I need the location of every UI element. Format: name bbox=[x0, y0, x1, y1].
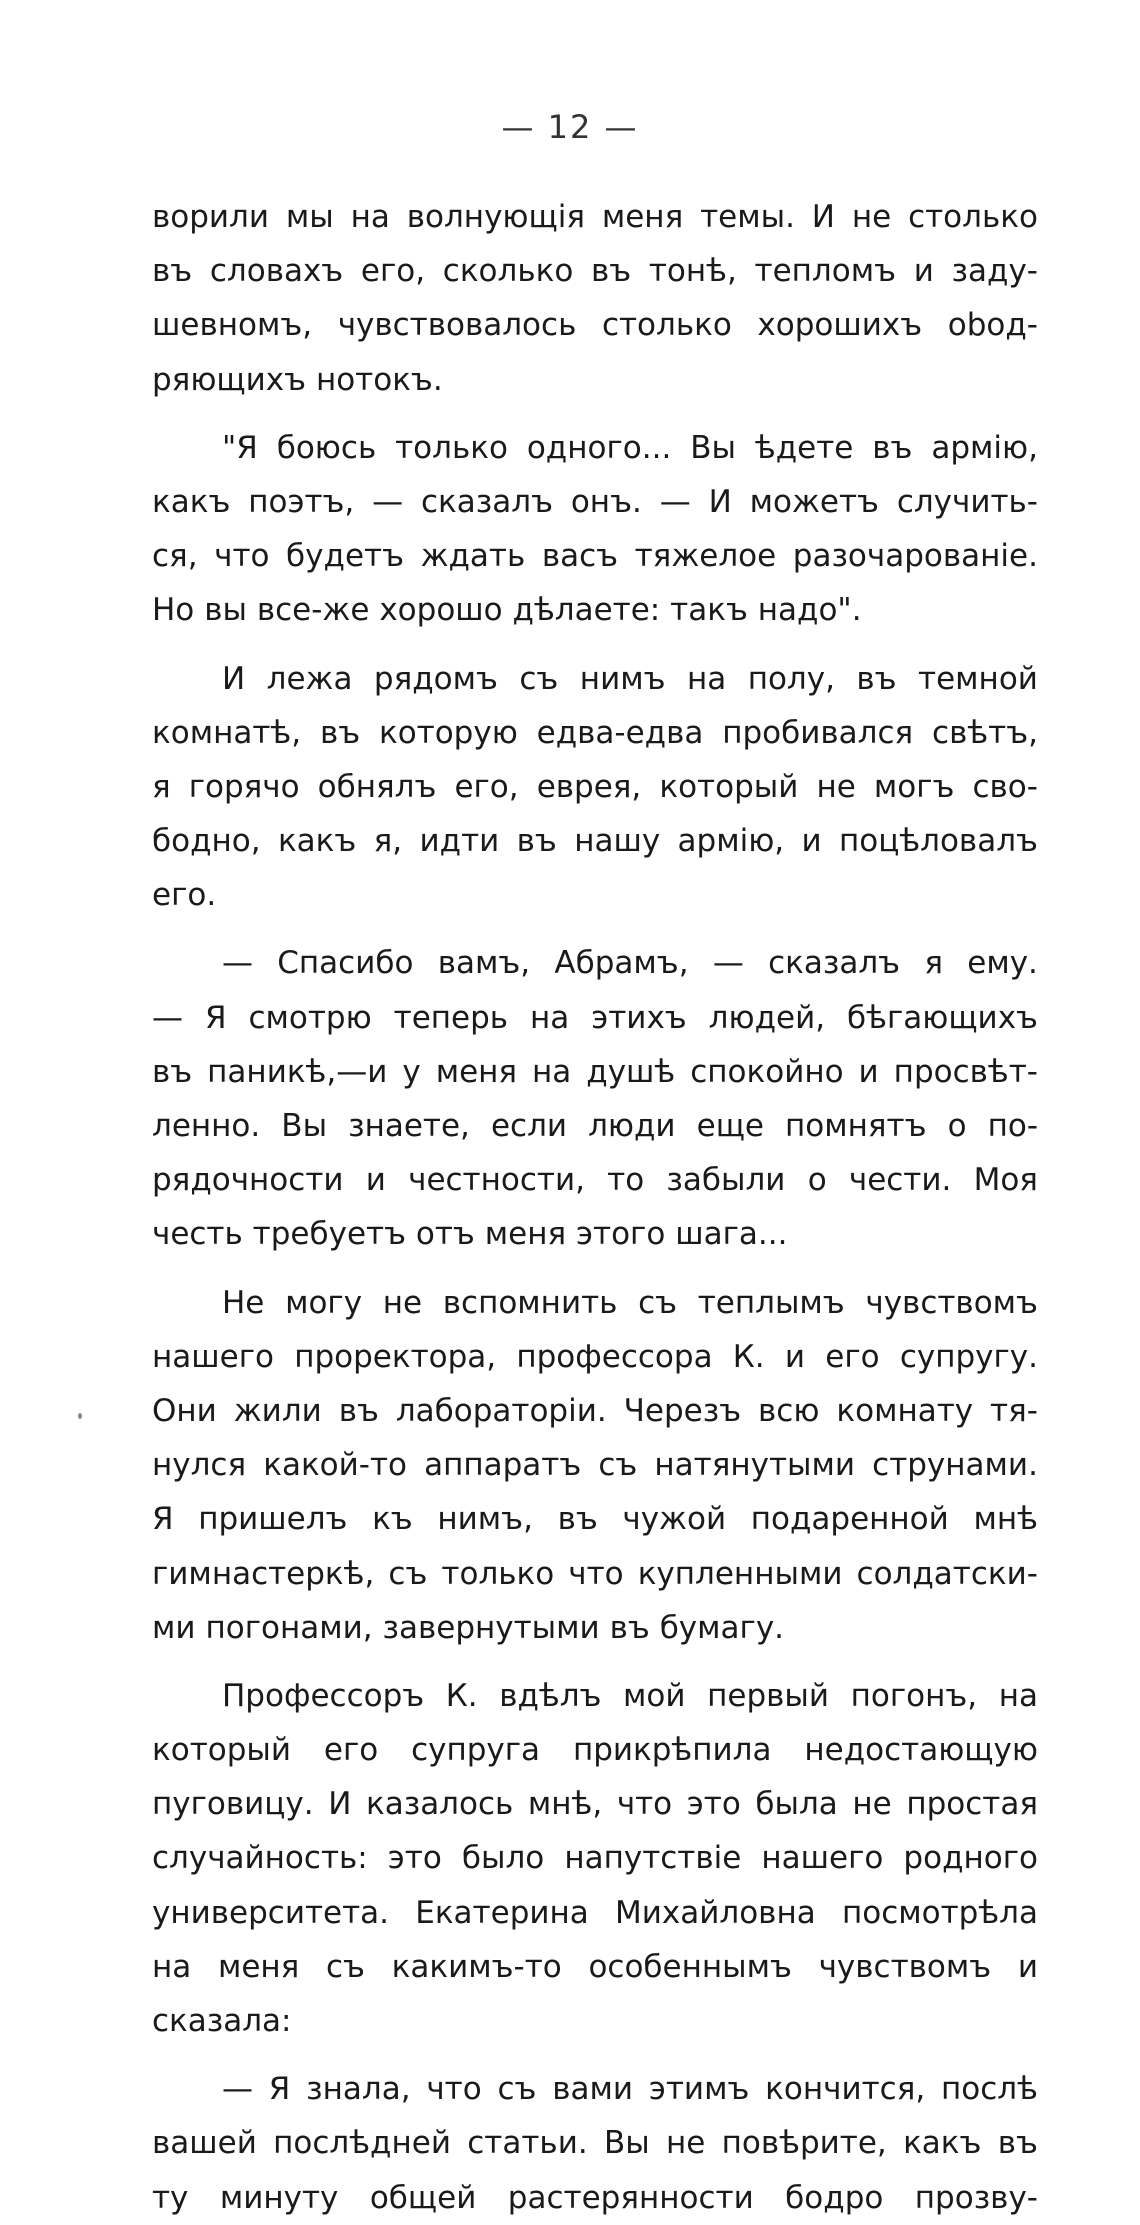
text-line: нулся какой-то аппаратъ съ натянутыми струнами. bbox=[152, 1447, 1038, 1484]
paragraph bbox=[152, 421, 1038, 638]
text-line: ся, что будетъ ждать васъ тяжелое разочарованіе. bbox=[152, 538, 1038, 575]
text-line: ми погонами, завернутыми въ бумагу. bbox=[152, 1609, 785, 1646]
paragraph bbox=[152, 190, 1038, 407]
text-line: его. bbox=[152, 877, 217, 914]
text-line: случайность: это было напутствіе нашего родного bbox=[152, 1840, 1038, 1877]
text-line: — Я смотрю теперь на этихъ людей, бѣгающихъ bbox=[152, 999, 1038, 1036]
text-line: ряющихъ нотокъ. bbox=[152, 361, 443, 398]
text-line: въ паникѣ,—и у меня на душѣ спокойно и просвѣт- bbox=[152, 1053, 1038, 1090]
text-line: пуговицу. И казалось мнѣ, что это была не простая bbox=[152, 1786, 1038, 1823]
text-line: шевномъ, чувствовалось столько хорошихъ obод- bbox=[152, 307, 1038, 344]
text-line: ленно. Вы знаете, если люди еще помнятъ о по- bbox=[152, 1108, 1038, 1144]
text-line: бодно, какъ я, идти въ нашу армію, и поцѣловалъ bbox=[152, 823, 1038, 860]
text-line: вашей послѣдней статьи. Вы не повѣрите, какъ въ bbox=[152, 2125, 1038, 2162]
text-line: комнатѣ, въ которую едва-едва пробивался свѣтъ, bbox=[152, 714, 1038, 751]
paragraph bbox=[152, 936, 1038, 1261]
paragraph bbox=[152, 1276, 1038, 1655]
text-line: сказала: bbox=[152, 2003, 292, 2039]
text-line: въ словахъ его, сколько въ тонѣ, тепломъ и заду- bbox=[152, 253, 1038, 290]
text-line: гимнастеркѣ, съ только что купленными солдатски- bbox=[152, 1555, 1038, 1592]
text-line: Но вы все-же хорошо дѣлаете: такъ надо". bbox=[152, 592, 862, 629]
text-line: нашего проректора, профессора К. и его супругу. bbox=[152, 1338, 1038, 1375]
text-line: — Я знала, что съ вами этимъ кончится, послѣ bbox=[222, 2071, 1038, 2108]
text-line: университета. Екатерина Михайловна посмотрѣла bbox=[152, 1894, 1038, 1931]
text-line: И лежа рядомъ съ нимъ на полу, въ темной bbox=[222, 660, 1038, 697]
text-line: честь требуетъ отъ меня этого шага... bbox=[152, 1216, 788, 1253]
paragraph bbox=[152, 2062, 1038, 2225]
paper-speck bbox=[78, 1413, 82, 1419]
text-line: рядочности и честности, то забыли о чести. Моя bbox=[152, 1162, 1038, 1199]
text-line: — Спасибо вамъ, Абрамъ, — сказалъ я ему. bbox=[222, 945, 1038, 982]
text-line: на меня съ какимъ-то особеннымъ чувствомъ и bbox=[152, 1948, 1038, 1985]
paragraph bbox=[152, 1669, 1038, 2048]
text-line: "Я боюсь только одного... Вы ѣдете въ армію, bbox=[222, 429, 1038, 466]
paragraph bbox=[152, 652, 1038, 923]
text-line: Я пришелъ къ нимъ, въ чужой подаренной мнѣ bbox=[152, 1501, 1038, 1538]
text-line: какъ поэтъ, — сказалъ онъ. — И можетъ случить- bbox=[152, 483, 1038, 520]
text-line: ту минуту общей растерянности бодро прозву- bbox=[152, 2179, 1038, 2216]
page-number: — 12 — bbox=[501, 108, 639, 146]
text-line: Не могу не вспомнить съ теплымъ чувствомъ bbox=[222, 1284, 1038, 1321]
body-text bbox=[152, 190, 1038, 2225]
text-line: который его супруга прикрѣпила недостающую bbox=[152, 1732, 1038, 1769]
text-line: ворили мы на волнующія меня темы. И не столько bbox=[152, 199, 1038, 235]
text-line: Они жили въ лабораторіи. Черезъ всю комнату тя- bbox=[152, 1392, 1038, 1429]
text-line: я горячо обнялъ его, еврея, который не могъ сво- bbox=[152, 768, 1038, 805]
text-line: Профессоръ К. вдѣлъ мой первый погонъ, на bbox=[222, 1677, 1038, 1714]
